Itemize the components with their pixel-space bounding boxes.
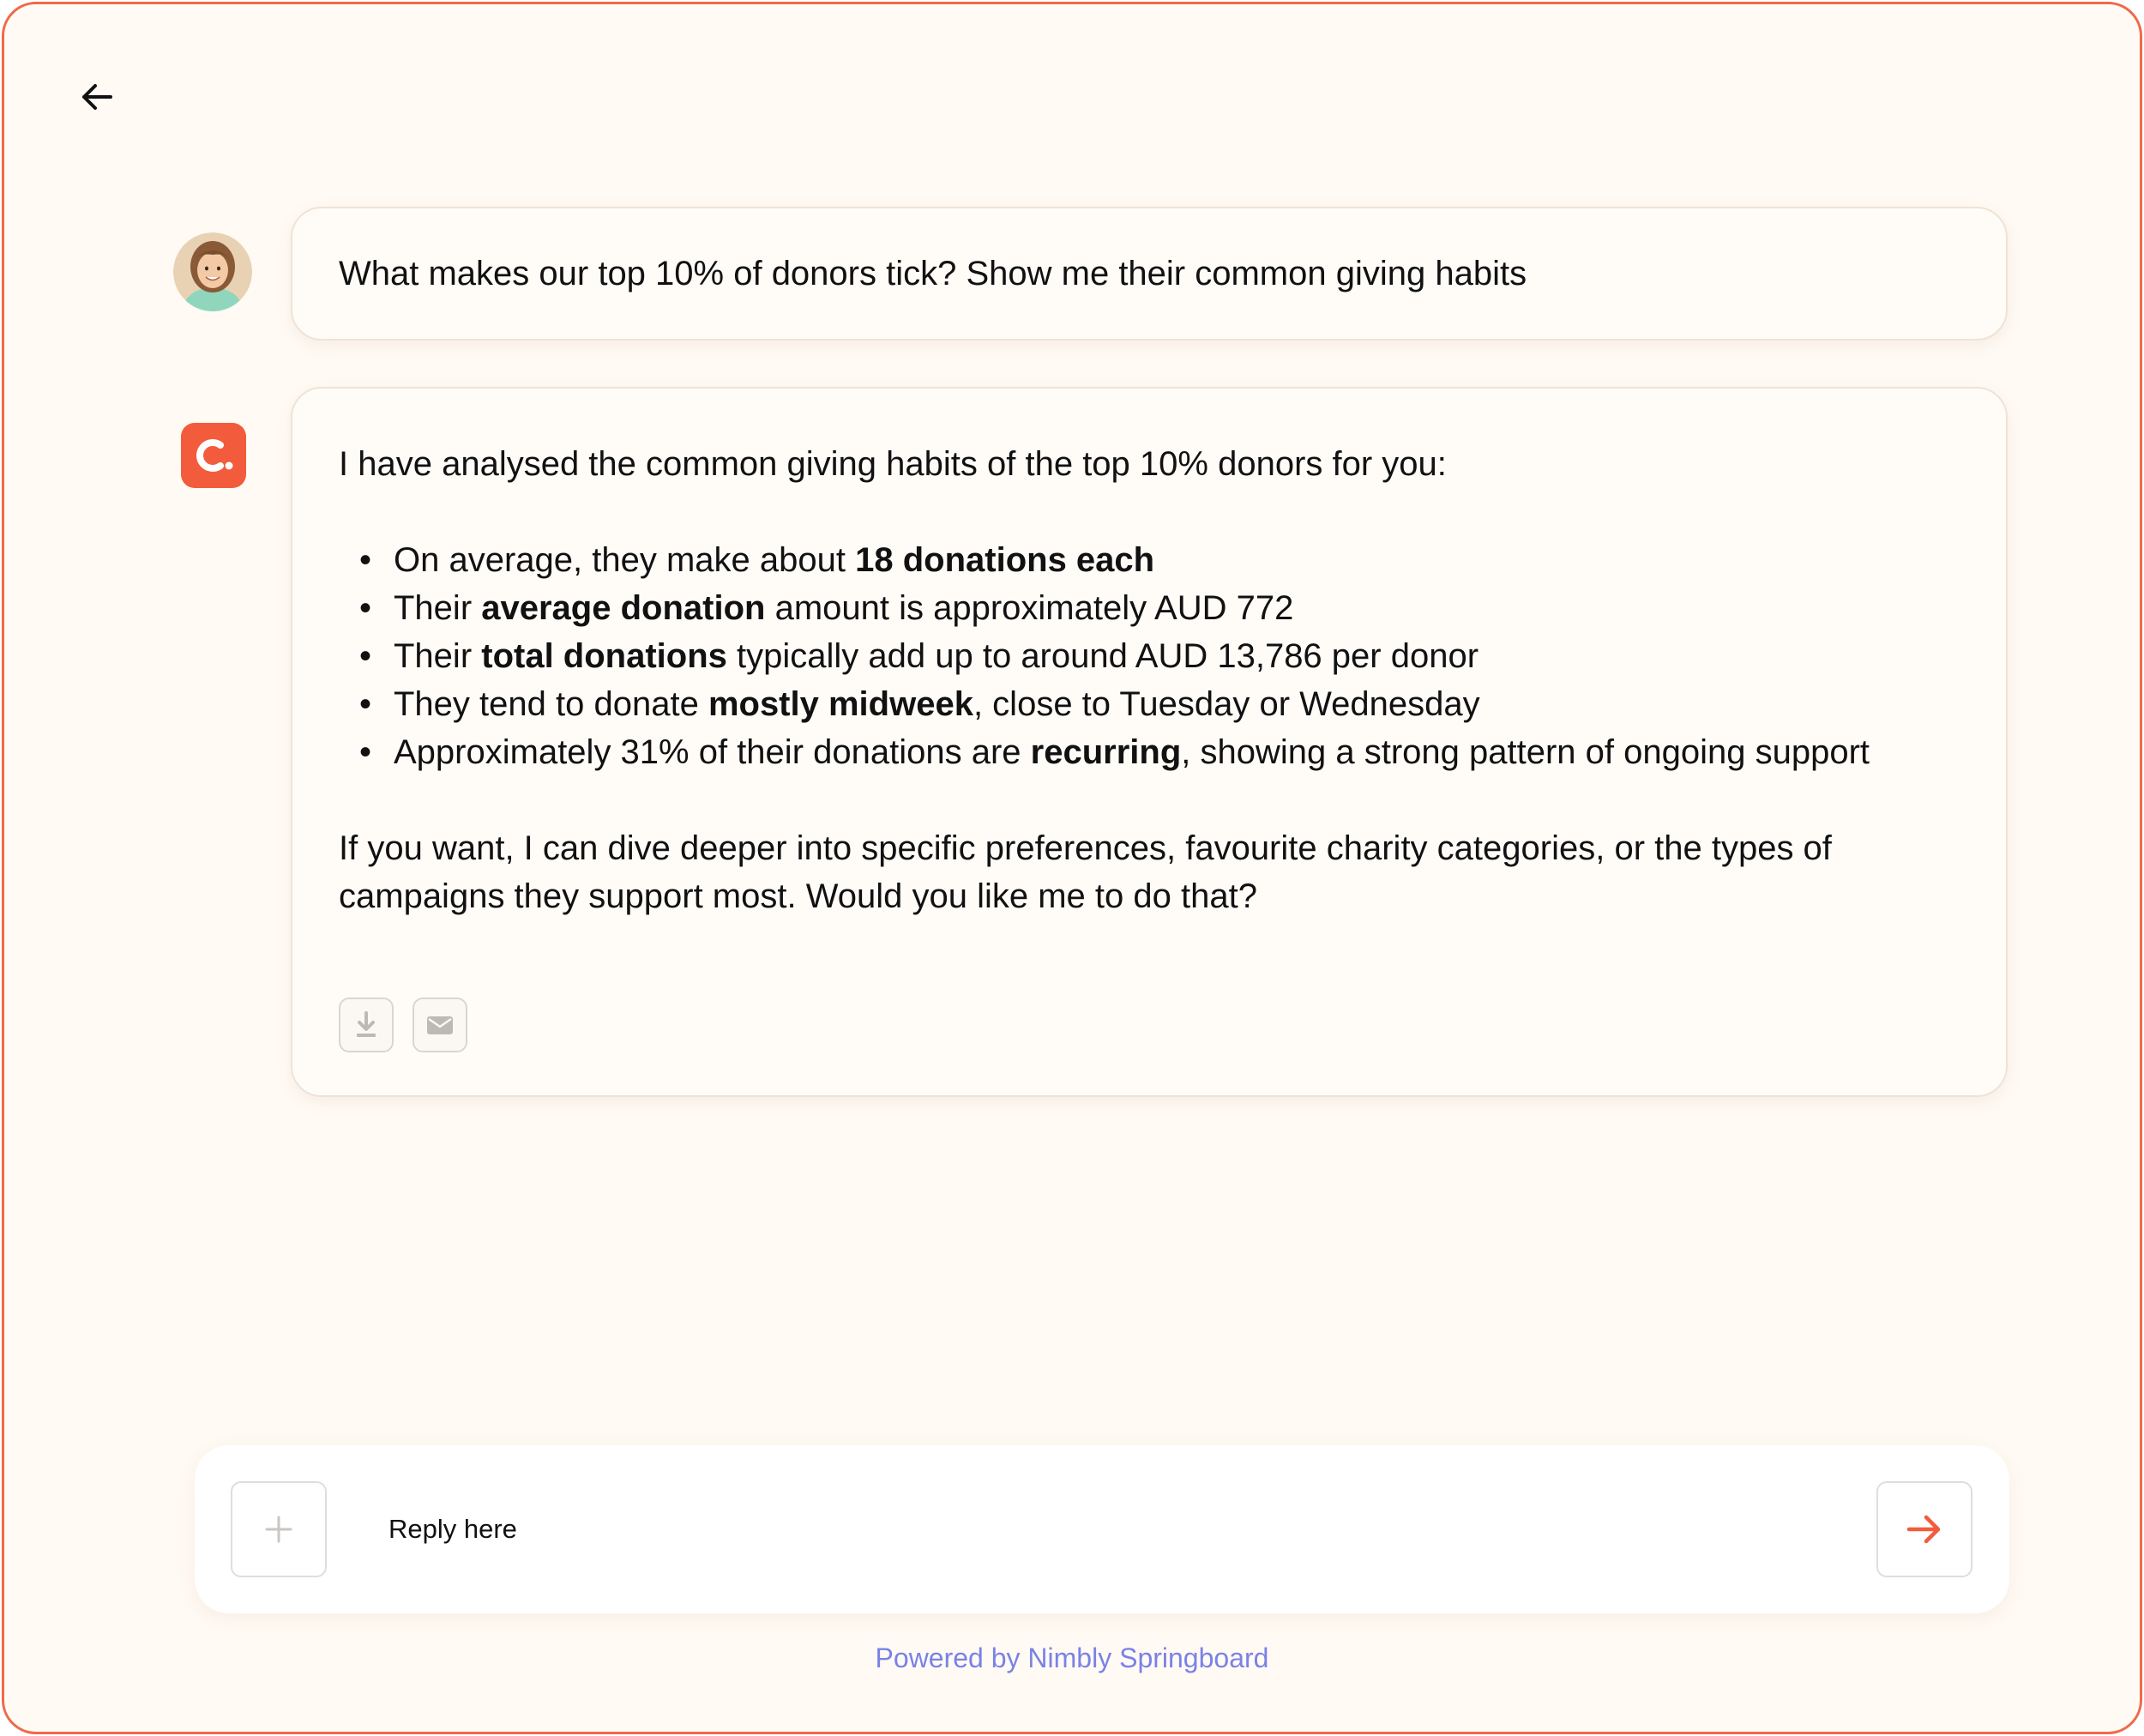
list-item: • Approximately 31% of their donations are recurring, showing a strong pattern of ongoing support <box>339 728 1925 776</box>
list-item: • Their average donation amount is approximately AUD 772 <box>339 584 1925 632</box>
assistant-intro-text: I have analysed the common giving habits of the top 10% donors for you: <box>339 445 1447 483</box>
plus-icon <box>262 1512 296 1546</box>
send-button[interactable] <box>1876 1481 1972 1577</box>
reply-input[interactable] <box>388 1498 1778 1560</box>
user-message-text: What makes our top 10% of donors tick? Show me their common giving habits <box>339 255 1527 292</box>
habits-list <box>339 536 1960 776</box>
download-button[interactable] <box>339 998 394 1052</box>
assistant-message-bubble <box>291 387 2008 1097</box>
user-avatar <box>173 232 252 311</box>
assistant-logo-icon <box>181 423 246 488</box>
arrow-left-icon <box>76 76 117 118</box>
list-item: • On average, they make about 18 donations each <box>339 536 1925 584</box>
arrow-right-icon <box>1902 1507 1947 1552</box>
mail-icon <box>423 1008 457 1042</box>
powered-by-link[interactable]: Powered by Nimbly Springboard <box>875 1643 1269 1673</box>
message-actions <box>339 998 467 1052</box>
list-item: • They tend to donate mostly midweek, close to Tuesday or Wednesday <box>339 680 1925 728</box>
attach-button[interactable] <box>231 1481 327 1577</box>
list-item: • Their total donations typically add up to around AUD 13,786 per donor <box>339 632 1925 680</box>
assistant-followup-text: If you want, I can dive deeper into specific preferences, favourite charity categories, or the types of campaigns they support most. Would you like me to do that? <box>339 829 1832 915</box>
reply-composer <box>195 1445 2009 1613</box>
download-icon <box>349 1008 383 1042</box>
chat-window <box>2 2 2142 1734</box>
email-button[interactable] <box>413 998 467 1052</box>
back-button[interactable] <box>69 69 124 124</box>
user-message-bubble <box>291 207 2008 341</box>
